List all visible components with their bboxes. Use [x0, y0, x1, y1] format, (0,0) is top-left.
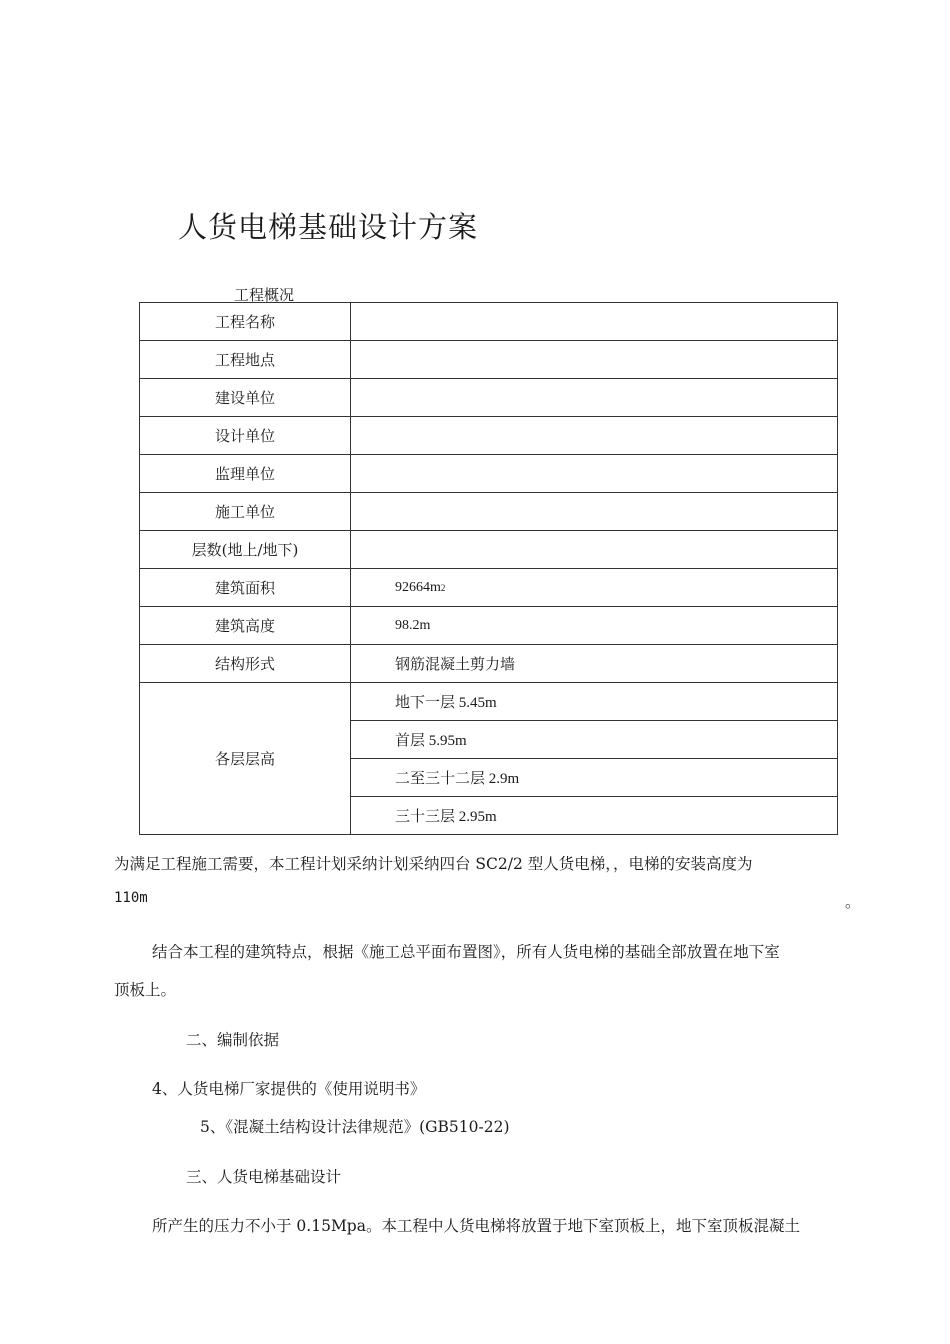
- row-label: 施工单位: [140, 493, 351, 531]
- row-label: 设计单位: [140, 417, 351, 455]
- floor-height-value: 首层 5.95m: [351, 721, 838, 759]
- paragraph-2-line-2: 顶板上。: [114, 981, 177, 999]
- row-value: [351, 417, 838, 455]
- row-label: 结构形式: [140, 645, 351, 683]
- basis-item-4: 4、人货电梯厂家提供的《使用说明书》: [152, 1080, 426, 1098]
- row-value: [351, 303, 838, 341]
- section-label-overview: 工程概况: [234, 286, 295, 304]
- floor-height-value: 三十三层 2.95m: [351, 797, 838, 835]
- row-value: [351, 531, 838, 569]
- floor-height-value: 二至三十二层 2.9m: [351, 759, 838, 797]
- row-label: 工程名称: [140, 303, 351, 341]
- table-row: [140, 683, 838, 721]
- building-area-value: [351, 569, 838, 607]
- table-row: [140, 569, 838, 607]
- paragraph-3-line-1: 所产生的压力不小于 0.15Mpa。本工程中人货电梯将放置于地下室顶板上，地下室顶板混凝土: [152, 1217, 800, 1235]
- project-overview-table: [139, 302, 838, 835]
- row-label: 建筑面积: [140, 569, 351, 607]
- row-value: 钢筋混凝土剪力墙: [351, 645, 838, 683]
- basis-item-5: 5、《混凝土结构设计法律规范》(GB510-22): [200, 1118, 510, 1136]
- row-value: [351, 341, 838, 379]
- row-value: [351, 379, 838, 417]
- building-area-number: 92664m: [395, 580, 441, 595]
- table-row: [140, 303, 838, 341]
- area-unit-superscript: 2: [440, 583, 446, 593]
- table-row: [140, 531, 838, 569]
- row-value: [351, 455, 838, 493]
- table-row: [140, 493, 838, 531]
- paragraph-2-line-1: 结合本工程的建筑特点，根据《施工总平面布置图》，所有人货电梯的基础全部放置在地下室: [152, 943, 780, 961]
- paragraph-1-line-1: 为满足工程施工需要，本工程计划采纳计划采纳四台 SC2/2 型人货电梯，，电梯的安装高度为: [114, 855, 753, 873]
- row-label: 监理单位: [140, 455, 351, 493]
- paragraph-1-end: 。: [845, 893, 861, 911]
- section-heading-design: 三、人货电梯基础设计: [186, 1168, 342, 1186]
- table-row: [140, 417, 838, 455]
- row-label: 建设单位: [140, 379, 351, 417]
- row-value: [351, 493, 838, 531]
- row-label: 层数(地上/地下): [140, 531, 351, 569]
- table-row: [140, 607, 838, 645]
- row-label: 建筑高度: [140, 607, 351, 645]
- floor-heights-label: 各层层高: [140, 683, 351, 835]
- paragraph-1-line-2: 110m: [114, 890, 148, 906]
- section-heading-basis: 二、编制依据: [186, 1031, 280, 1049]
- table-row: [140, 341, 838, 379]
- building-height-value: 98.2m: [395, 618, 431, 633]
- table-row: [140, 379, 838, 417]
- table-row: [140, 645, 838, 683]
- floor-height-value: 地下一层 5.45m: [351, 683, 838, 721]
- row-label: 工程地点: [140, 341, 351, 379]
- table-row: [140, 455, 838, 493]
- row-value: [351, 607, 838, 645]
- document-title: 人货电梯基础设计方案: [178, 210, 479, 244]
